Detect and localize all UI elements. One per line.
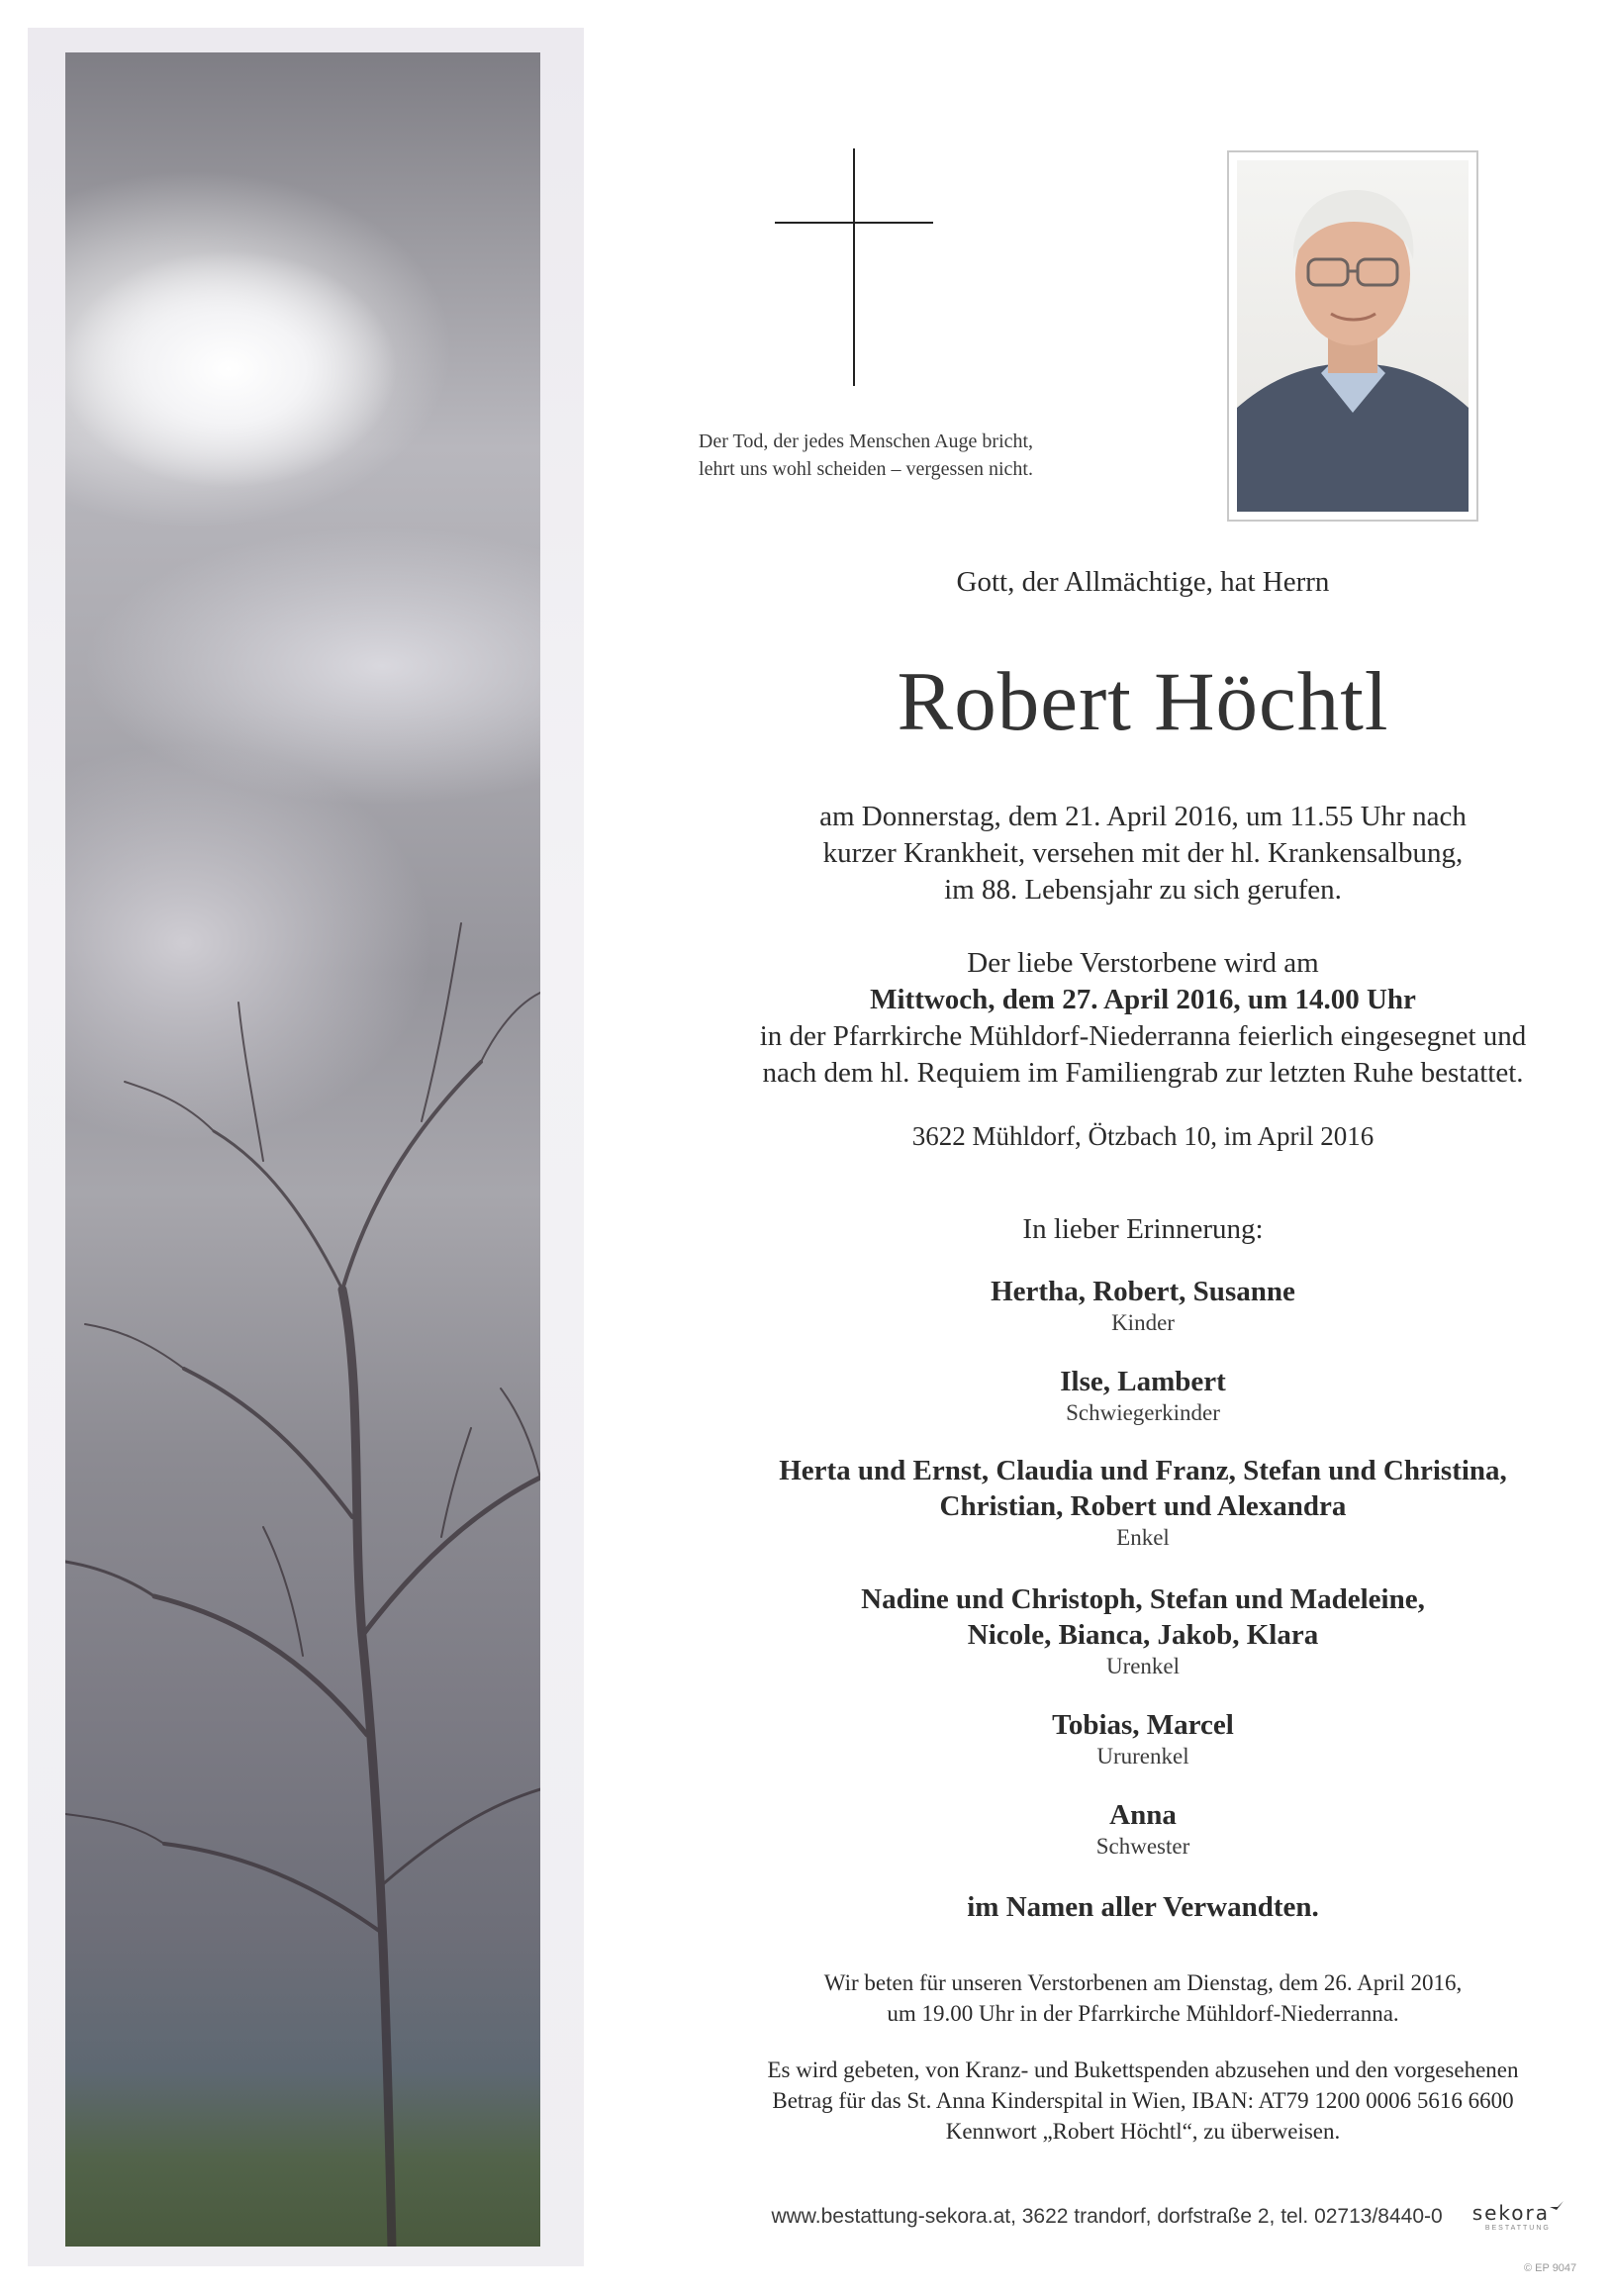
obituary-content (594, 0, 1612, 2296)
prayer-line-2: um 19.00 Uhr in der Pfarrkirche Mühldorf-Niederranna. (887, 2001, 1399, 2026)
portrait-illustration (1237, 160, 1469, 512)
mourner-role: Schwiegerkinder (1066, 1400, 1220, 1425)
place-date: 3622 Mühldorf, Ötzbach 10, im April 2016 (911, 1121, 1375, 1151)
mourner-names: Ilse, Lambert (1060, 1366, 1226, 1397)
death-line-1: am Donnerstag, dem 21. April 2016, um 11.55 Uhr nach (819, 801, 1467, 832)
death-notice (648, 799, 1612, 909)
mourner-names: Tobias, Marcel (1052, 1709, 1234, 1741)
decorative-sidebar (28, 28, 584, 2266)
mourner-names: Nadine und Christoph, Stefan und Madeleine, (861, 1583, 1425, 1615)
mourner-names: Anna (1109, 1799, 1177, 1831)
death-line-2: kurzer Krankheit, versehen mit der hl. Krankensalbung, (822, 837, 1464, 869)
mourner-group-children (648, 1274, 1612, 1337)
memorial-quote (623, 428, 1108, 483)
portrait-frame (1227, 150, 1478, 522)
mourner-group-great-great-grandchildren (648, 1707, 1612, 1770)
bird-icon (1550, 2201, 1564, 2213)
quote-line-1: Der Tod, der jedes Menschen Auge bricht, (698, 430, 1034, 452)
mourner-role: Urenkel (1105, 1654, 1181, 1678)
quote-line-2: lehrt uns wohl scheiden – vergessen nicht. (699, 458, 1033, 480)
document-code: © EP 9047 (1524, 2262, 1577, 2274)
donation-notice (648, 2055, 1612, 2147)
mourner-group-great-grandchildren (648, 1581, 1612, 1680)
donation-line-3: Kennwort „Robert Höchtl“, zu überweisen. (945, 2119, 1341, 2144)
logo-subtext: BESTATTUNG (1484, 2225, 1551, 2232)
mourner-role: Ururenkel (1096, 1744, 1189, 1769)
cross-icon (775, 148, 933, 386)
bare-tree-illustration (65, 52, 540, 2247)
prayer-line-1: Wir beten für unseren Verstorbenen am Dienstag, dem 26. April 2016, (823, 1970, 1463, 1995)
deceased-name: Robert Höchtl (897, 655, 1389, 748)
funeral-notice (648, 945, 1612, 1092)
mourner-group-grandchildren (648, 1453, 1612, 1552)
prayer-notice (648, 1967, 1612, 2029)
footer-contact: www.bestattung-sekora.at, 3622 trandorf, dorfstraße 2, tel. 02713/8440-0 (771, 2204, 1443, 2228)
portrait-photo (1237, 160, 1469, 512)
death-line-3: im 88. Lebensjahr zu sich gerufen. (944, 874, 1342, 906)
mourner-group-sister (648, 1797, 1612, 1861)
mourner-role: Enkel (1116, 1525, 1170, 1550)
mourner-names: Christian, Robert und Alexandra (939, 1490, 1347, 1522)
funeral-line-3: in der Pfarrkirche Mühldorf-Niederranna feierlich eingesegnet und (759, 1020, 1527, 1052)
logo-text: sekora (1471, 2201, 1550, 2225)
mourner-role: Schwester (1095, 1834, 1190, 1859)
funeral-line-1: Der liebe Verstorbene wird am (967, 947, 1319, 979)
sekora-logo (1472, 2201, 1564, 2232)
funeral-date: Mittwoch, dem 27. April 2016, um 14.00 Uhr (870, 984, 1416, 1015)
intro-text: Gott, der Allmächtige, hat Herrn (956, 566, 1330, 598)
footer (722, 2201, 1564, 2232)
donation-line-1: Es wird gebeten, von Kranz- und Bukettspenden abzusehen und den vorgesehenen (767, 2057, 1519, 2082)
funeral-line-4: nach dem hl. Requiem im Familiengrab zur letzten Ruhe bestattet. (762, 1057, 1524, 1089)
sky-tree-image (65, 52, 540, 2247)
mourner-names: Hertha, Robert, Susanne (991, 1276, 1295, 1307)
donation-line-2: Betrag für das St. Anna Kinderspital in Wien, IBAN: AT79 1200 0006 5616 6600 (772, 2088, 1514, 2113)
mourners-heading: In lieber Erinnerung: (1022, 1213, 1264, 1245)
mourner-role: Kinder (1111, 1310, 1175, 1335)
closing-line: im Namen aller Verwandten. (967, 1891, 1319, 1923)
mourner-names: Herta und Ernst, Claudia und Franz, Stefan und Christina, (779, 1455, 1507, 1486)
mourner-group-in-laws (648, 1364, 1612, 1427)
mourner-names: Nicole, Bianca, Jakob, Klara (967, 1619, 1319, 1651)
